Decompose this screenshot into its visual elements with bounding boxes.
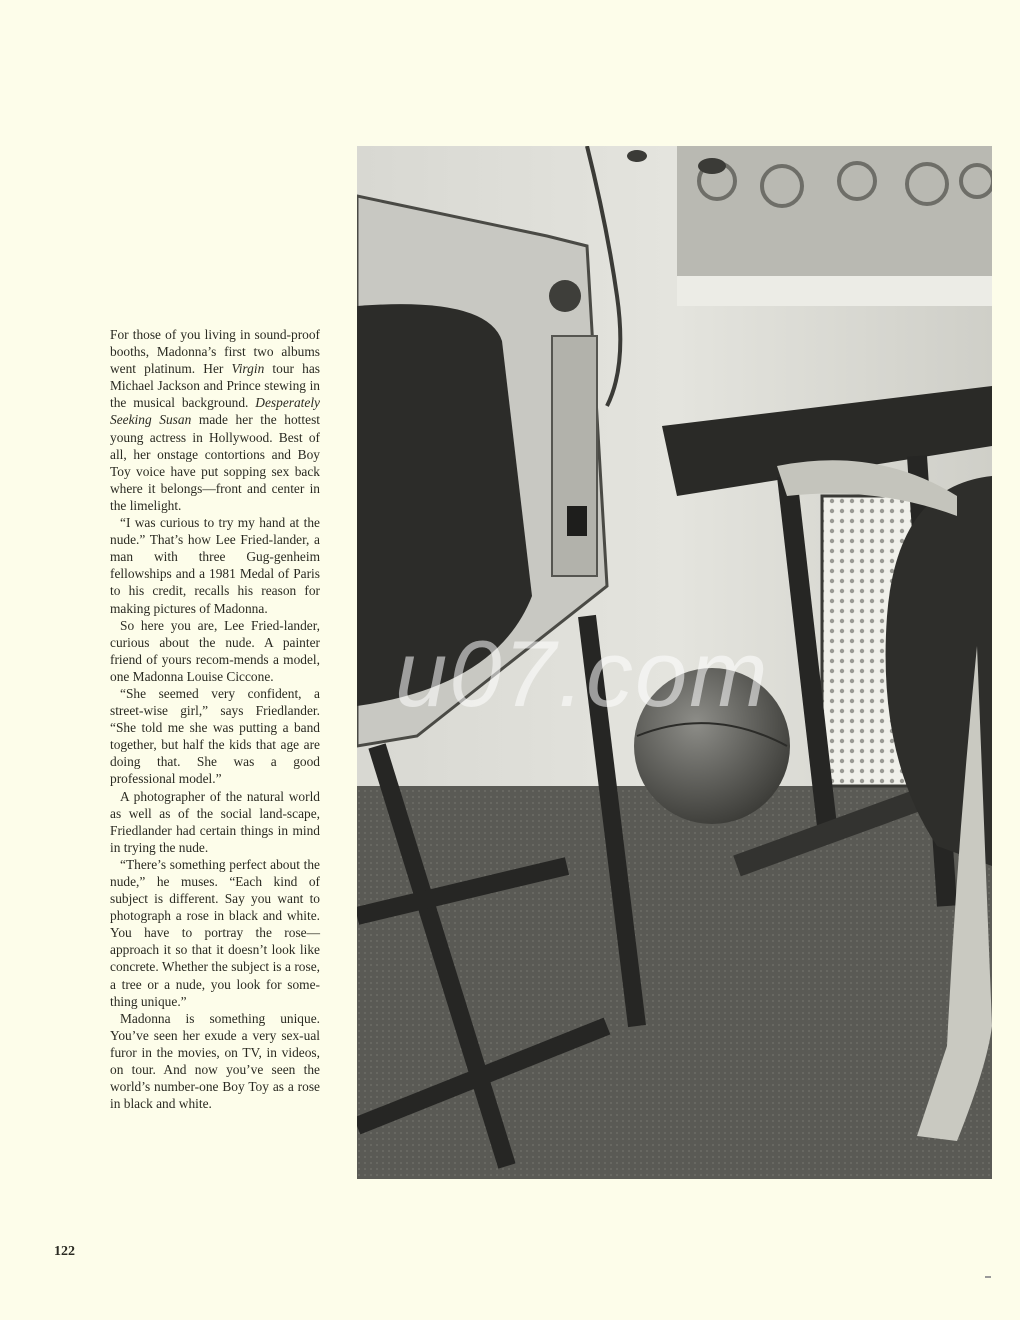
article-body — [110, 326, 320, 1112]
paragraph-text: “I was curious to try my hand at the nude.” That’s how Lee Fried-lander, a man with three Gug-genheim fellowships and a 1981 Medal of Paris to his credit, recalls his reason for making pictures of Madonna. — [110, 515, 320, 616]
paragraph-text: tour has Michael Jackson and Prince stewing in the musical background. — [110, 361, 320, 411]
paragraph-text: “She seemed very confident, a street-wise girl,” says Friedlander. “She told me she was putting a band together, but half the kids that age are doing that. She was a good professional model.” — [110, 685, 320, 787]
article-paragraph — [110, 856, 320, 1010]
article-paragraph — [110, 326, 320, 514]
paragraph-text: So here you are, Lee Fried-lander, curious about the nude. A painter friend of yours recom-mends a model, one Madonna Louise Ciccone. — [110, 617, 320, 684]
paragraph-text: For those of you living in sound-proof booths, Madonna’s first two albums went platinum. Her — [110, 327, 320, 377]
article-paragraph — [110, 514, 320, 617]
article-paragraph — [110, 1010, 320, 1113]
watermark: u07.com — [395, 621, 770, 726]
paragraph-text: made her the hottest young actress in Hollywood. Best of all, her onstage contortions and Boy Toy voice have put sopping sex back where it belongs—front and center in the limelight. — [110, 412, 320, 513]
italic-title: Desperately Seeking Susan — [110, 395, 320, 428]
paragraph-text: Madonna is something unique. You’ve seen her exude a very sex-ual furor in the movies, on TV, in videos, on tour. And now you’ve seen the world’s number-one Boy Toy as a rose in black and white. — [110, 1010, 320, 1112]
paragraph-text: A photographer of the natural world as well as of the social land-scape, Friedlander had certain things in mind in trying the nude. — [110, 788, 320, 855]
article-paragraph — [110, 788, 320, 856]
article-paragraph — [110, 617, 320, 685]
article-paragraph — [110, 685, 320, 788]
paragraph-text: “There’s something perfect about the nude,” he muses. “Each kind of subject is different. Say you want to photograph a rose in black and white. You have to portray the rose—approach it so that it doesn’t look like concrete. Whether the subject is a rose, a tree or a nude, you look for some-thing unique.” — [110, 856, 320, 1009]
italic-title: Virgin — [231, 361, 265, 377]
page-number: 122 — [54, 1244, 75, 1259]
print-speck — [985, 1276, 991, 1278]
